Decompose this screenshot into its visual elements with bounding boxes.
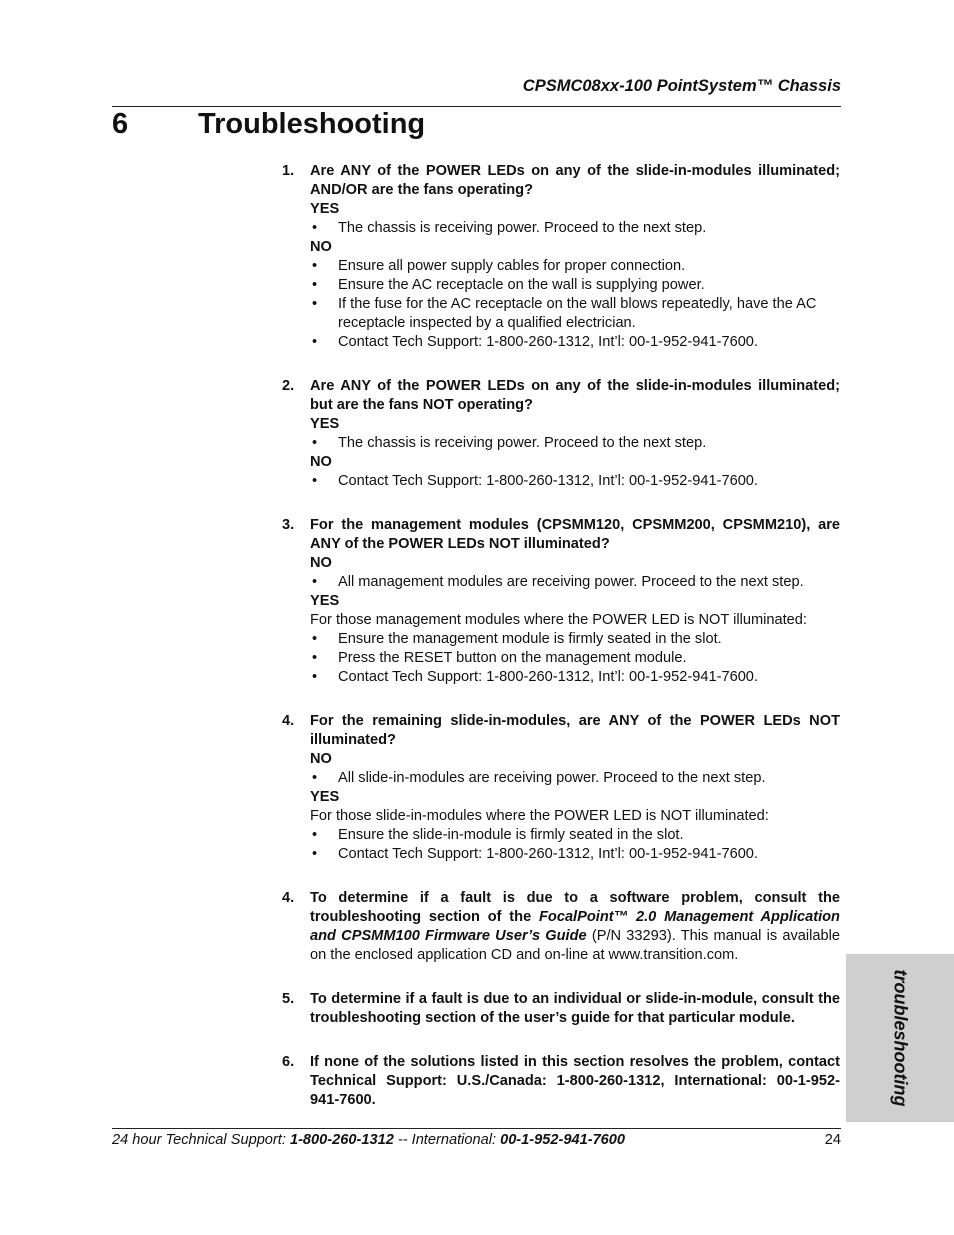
chapter-title: Troubleshooting (198, 108, 426, 140)
bullet-list (310, 219, 840, 238)
bullet-list (310, 769, 840, 788)
footer-intl-phone: 00-1-952-941-7600 (500, 1132, 626, 1148)
footer-prefix: 24 hour Technical Support: (112, 1132, 290, 1148)
step-item (282, 889, 840, 965)
troubleshooting-steps (282, 162, 840, 1135)
page-number: 24 (824, 1132, 841, 1148)
answer-label: NO (310, 751, 332, 767)
step-item (282, 1053, 840, 1110)
step-text-rest: (P/N 33293). This manual is available on the enclosed application CD and on-line at www.transition.com. (310, 928, 840, 963)
step-number: 1. (282, 163, 295, 179)
bullet-item: • Ensure the management module is firmly seated in the slot. (310, 630, 840, 649)
footer-phone: 1-800-260-1312 (289, 1132, 394, 1148)
bullet-list (310, 434, 840, 453)
bullet-item: • Contact Tech Support: 1-800-260-1312, Int’l: 00-1-952-941-7600. (310, 668, 840, 687)
step-question: Are ANY of the POWER LEDs on any of the slide-in-modules illuminated; AND/OR are the fans operating? (310, 163, 840, 198)
bullet-list (310, 630, 840, 687)
step-question: Are ANY of the POWER LEDs on any of the slide-in-modules illuminated; but are the fans NOT operating? (310, 378, 840, 413)
step-question: If none of the solutions listed in this section resolves the problem, contact Technical Support: U.S./Canada: 1-800-260-1312, International: 00-1-952-941-7600. (310, 1054, 840, 1108)
answer-label: NO (310, 454, 332, 470)
bullet-item: • The chassis is receiving power. Proceed to the next step. (310, 219, 840, 238)
answer-label: YES (310, 789, 340, 805)
manual-title: FocalPoint™ 2.0 Management Application and CPSMM100 Firmware User’s Guide (310, 909, 840, 944)
step-question: For the remaining slide-in-modules, are ANY of the POWER LEDs NOT illuminated? (310, 713, 840, 748)
bullet-item: • Contact Tech Support: 1-800-260-1312, Int’l: 00-1-952-941-7600. (310, 472, 840, 491)
bullet-list (310, 826, 840, 864)
bullet-item: • Ensure all power supply cables for proper connection. (310, 257, 840, 276)
step-number: 6. (282, 1054, 295, 1070)
bullet-list (310, 472, 840, 491)
bullet-item: • Contact Tech Support: 1-800-260-1312, Int’l: 00-1-952-941-7600. (310, 845, 840, 864)
step-question: To determine if a fault is due to an individual or slide-in-module, consult the troubleshooting section of the user’s guide for that particular module. (310, 991, 840, 1026)
bullet-list (310, 257, 840, 352)
bullet-item: • If the fuse for the AC receptacle on the wall blows repeatedly, have the AC receptacle inspected by a qualified electrician. (310, 295, 840, 333)
bullet-list (310, 573, 840, 592)
step-number: 4. (282, 713, 295, 729)
header-rule (112, 106, 841, 107)
answer-label: YES (310, 416, 340, 432)
answer-label: NO (310, 239, 332, 255)
step-item (282, 162, 840, 352)
running-header: CPSMC08xx-100 PointSystem™ Chassis (522, 77, 841, 95)
step-item (282, 377, 840, 491)
answer-label: NO (310, 555, 332, 571)
answer-label: YES (310, 201, 340, 217)
step-number: 4. (282, 890, 295, 906)
step-item (282, 990, 840, 1028)
answer-note: For those management modules where the POWER LED is NOT illuminated: (310, 612, 807, 628)
footer-middle: -- International: (393, 1132, 501, 1148)
bullet-item: • Ensure the AC receptacle on the wall is supplying power. (310, 276, 840, 295)
step-number: 3. (282, 517, 295, 533)
bullet-item: • Press the RESET button on the management module. (310, 649, 840, 668)
bullet-item: • The chassis is receiving power. Proceed to the next step. (310, 434, 840, 453)
step-number: 2. (282, 378, 295, 394)
step-item (282, 516, 840, 687)
step-item (282, 712, 840, 864)
step-question: For the management modules (CPSMM120, CPSMM200, CPSMM210), are ANY of the POWER LEDs NOT illuminated? (310, 517, 840, 552)
bullet-item: • All management modules are receiving power. Proceed to the next step. (310, 573, 840, 592)
answer-label: YES (310, 593, 340, 609)
footer-rule (112, 1128, 841, 1129)
side-tab-label: troubleshooting (890, 969, 911, 1107)
step-text-bold: To determine if a fault is due to a software problem, consult the troubleshooting section of the (310, 890, 840, 925)
page-footer (112, 1132, 841, 1148)
step-number: 5. (282, 991, 295, 1007)
chapter-number: 6 (112, 108, 129, 140)
answer-note: For those slide-in-modules where the POWER LED is NOT illuminated: (310, 808, 769, 824)
bullet-item: • Contact Tech Support: 1-800-260-1312, Int’l: 00-1-952-941-7600. (310, 333, 840, 352)
step-text (310, 889, 840, 965)
bullet-item: • All slide-in-modules are receiving power. Proceed to the next step. (310, 769, 840, 788)
section-side-tab (846, 954, 954, 1122)
bullet-item: • Ensure the slide-in-module is firmly seated in the slot. (310, 826, 840, 845)
